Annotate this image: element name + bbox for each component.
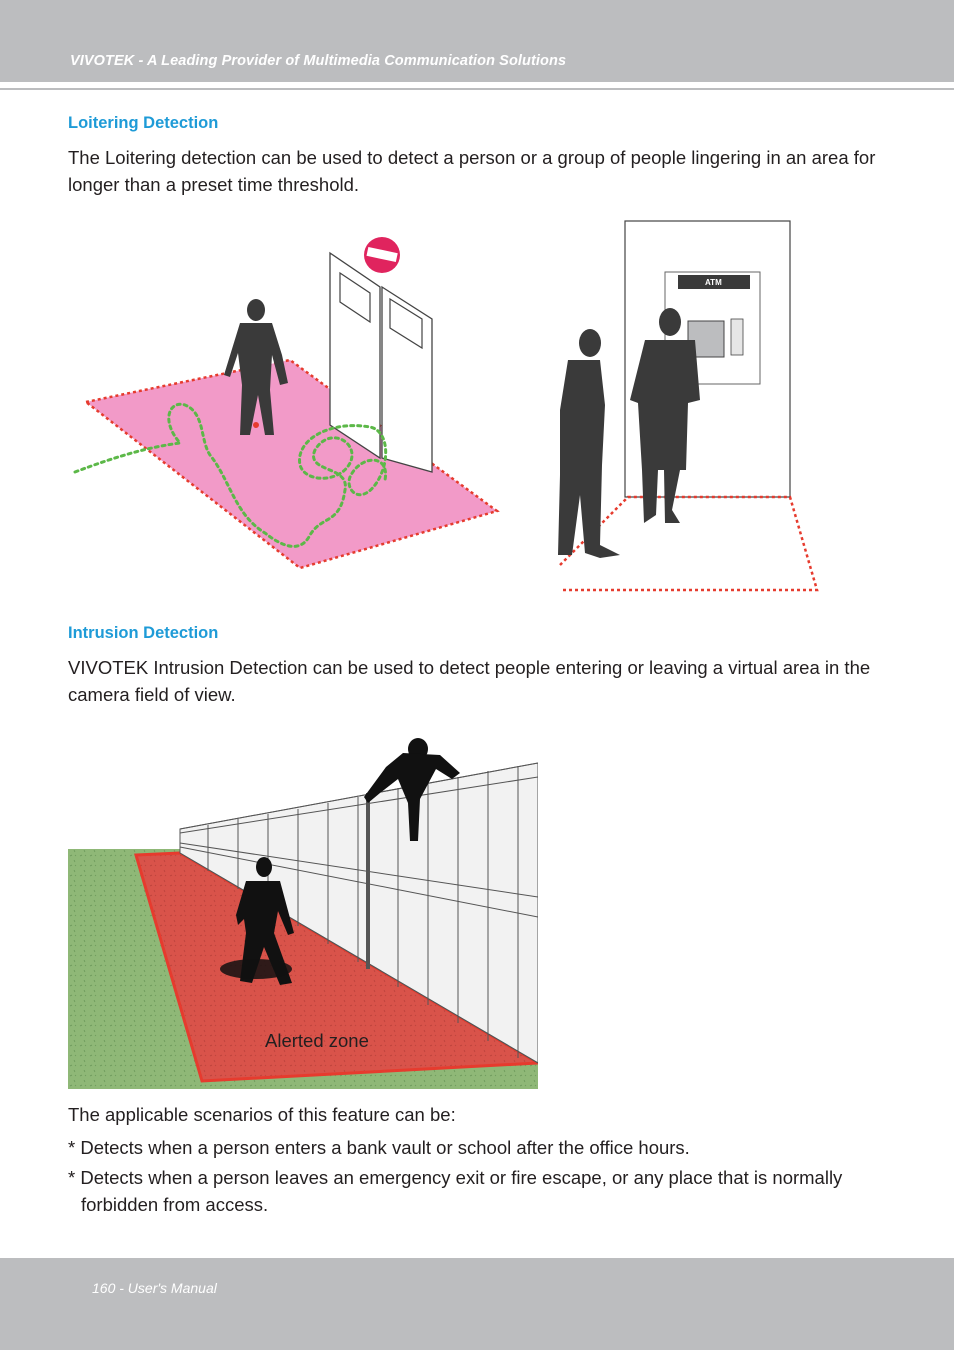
- header-title: VIVOTEK - A Leading Provider of Multimedia Communication Solutions: [70, 53, 567, 69]
- no-entry-icon: [364, 237, 400, 273]
- scenarios-intro: The applicable scenarios of this feature can be:: [68, 1104, 456, 1125]
- intrusion-illustration: [68, 733, 538, 1089]
- atm-label: ATM: [705, 278, 722, 287]
- intrusion-description: VIVOTEK Intrusion Detection can be used to detect people entering or leaving a virtual area in the camera field of view.: [68, 657, 871, 705]
- header-bar: [0, 0, 954, 82]
- intrusion-heading: Intrusion Detection: [68, 624, 219, 642]
- loitering-heading: Loitering Detection: [68, 114, 219, 132]
- person-silhouette: [558, 329, 620, 558]
- scenario-item: * Detects when a person enters a bank vault or school after the office hours.: [68, 1137, 690, 1158]
- loitering-zone: [86, 360, 497, 568]
- alerted-zone-label: Alerted zone: [265, 1030, 369, 1051]
- footer-bar: [0, 1258, 954, 1350]
- scenario-item: * Detects when a person leaves an emergency exit or fire escape, or any place that is normally forbidden from access.: [68, 1167, 843, 1215]
- header-divider: [0, 88, 954, 90]
- page-number: 160 - User's Manual: [92, 1280, 217, 1296]
- loitering-description: The Loitering detection can be used to detect a person or a group of people lingering in an area for longer than a preset time threshold.: [68, 147, 876, 195]
- loitering-illustration: [60, 215, 830, 600]
